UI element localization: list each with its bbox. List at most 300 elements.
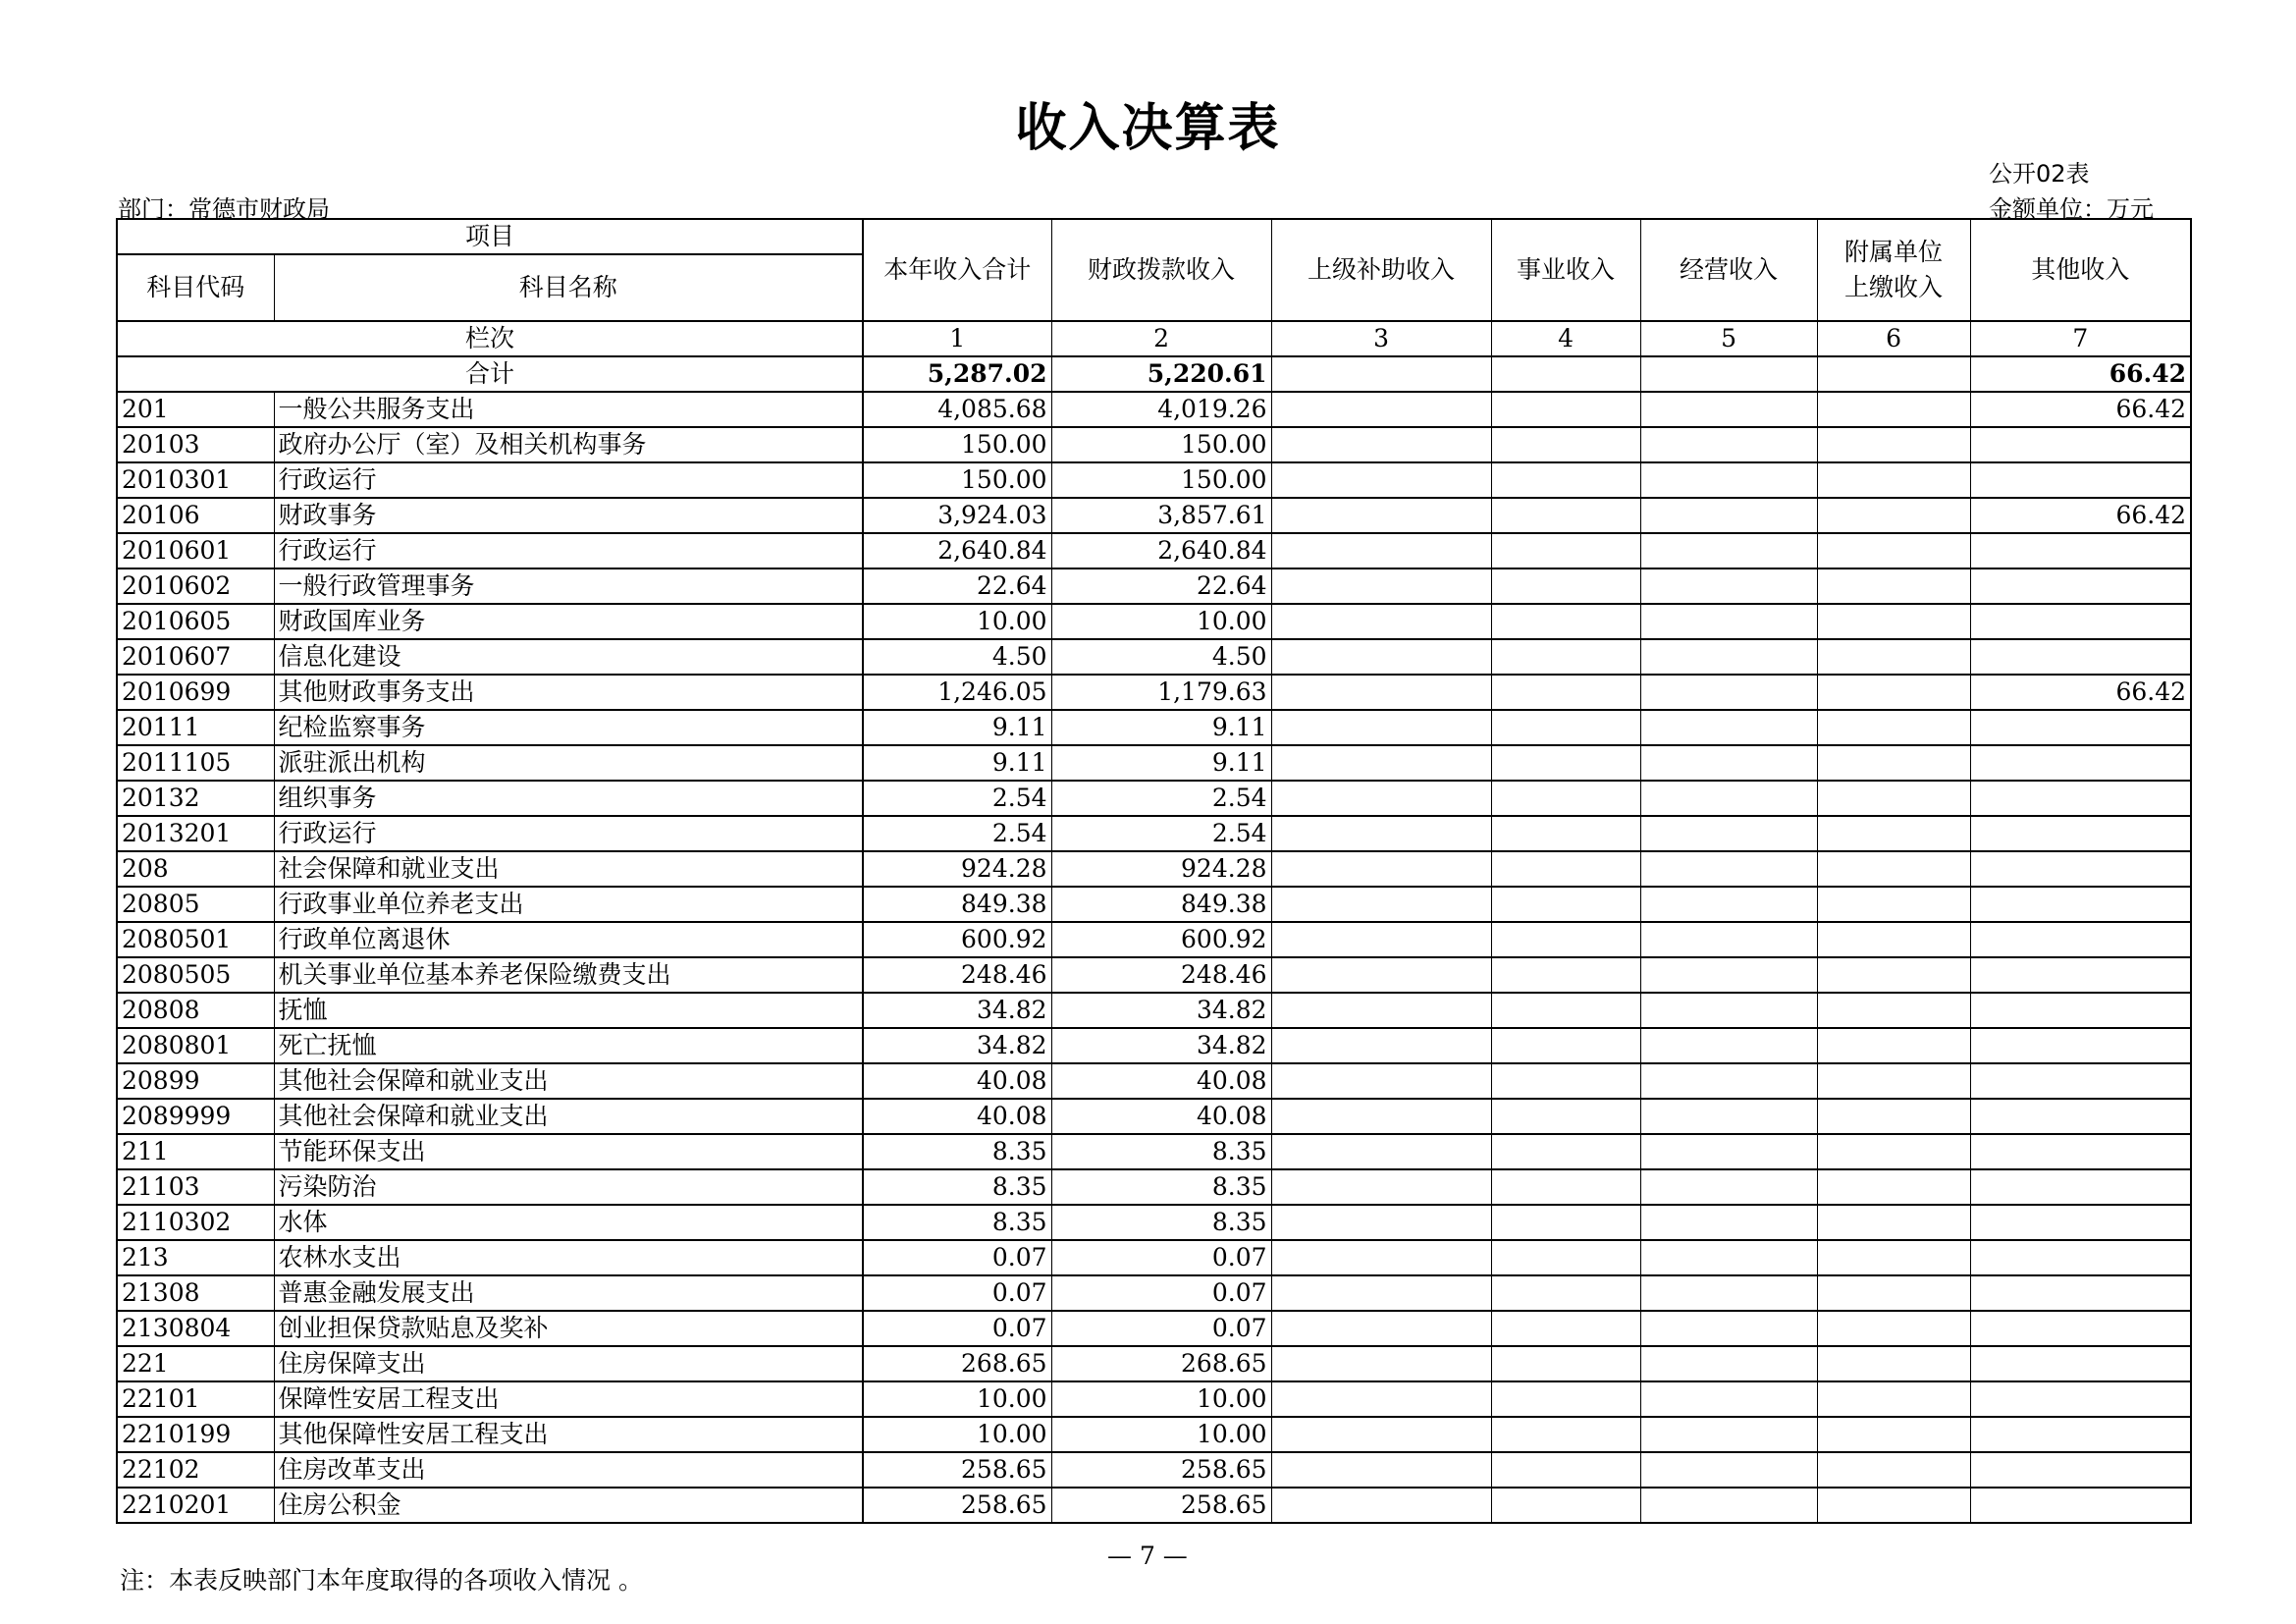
col2-header: 财政拨款收入 <box>1051 219 1271 321</box>
row-col4 <box>1491 1381 1640 1417</box>
row-col4 <box>1491 568 1640 604</box>
row-col3 <box>1271 427 1491 462</box>
row-col3 <box>1271 745 1491 781</box>
row-col5 <box>1640 922 1817 957</box>
row-col2: 258.65 <box>1051 1488 1271 1523</box>
index-6: 6 <box>1817 321 1970 356</box>
row-col5 <box>1640 1028 1817 1063</box>
row-col7 <box>1970 1275 2191 1311</box>
row-col1: 2.54 <box>863 816 1051 851</box>
row-col5 <box>1640 1063 1817 1099</box>
row-col3 <box>1271 1063 1491 1099</box>
row-col1: 2.54 <box>863 781 1051 816</box>
row-col1: 0.07 <box>863 1275 1051 1311</box>
row-name: 行政事业单位养老支出 <box>274 887 863 922</box>
row-name: 社会保障和就业支出 <box>274 851 863 887</box>
row-col6 <box>1817 533 1970 568</box>
row-name: 住房保障支出 <box>274 1346 863 1381</box>
row-col5 <box>1640 568 1817 604</box>
row-col6 <box>1817 462 1970 498</box>
row-code: 221 <box>117 1346 274 1381</box>
row-col7 <box>1970 533 2191 568</box>
total-label: 合计 <box>117 356 863 392</box>
row-col4 <box>1491 993 1640 1028</box>
table-row <box>117 392 2191 427</box>
row-col2: 849.38 <box>1051 887 1271 922</box>
row-col3 <box>1271 1488 1491 1523</box>
row-code: 22102 <box>117 1452 274 1488</box>
row-code: 21308 <box>117 1275 274 1311</box>
row-col2: 8.35 <box>1051 1205 1271 1240</box>
table-row <box>117 957 2191 993</box>
income-table <box>116 218 2192 1524</box>
row-col2: 8.35 <box>1051 1169 1271 1205</box>
row-col4 <box>1491 1488 1640 1523</box>
row-col1: 849.38 <box>863 887 1051 922</box>
row-col7 <box>1970 1063 2191 1099</box>
row-col4 <box>1491 1346 1640 1381</box>
row-col7: 66.42 <box>1970 392 2191 427</box>
row-col4 <box>1491 392 1640 427</box>
table-row <box>117 1417 2191 1452</box>
index-3: 3 <box>1271 321 1491 356</box>
project-header: 项目 <box>117 219 863 254</box>
index-7: 7 <box>1970 321 2191 356</box>
row-col7: 66.42 <box>1970 675 2191 710</box>
table-row <box>117 1134 2191 1169</box>
table-row <box>117 816 2191 851</box>
row-col3 <box>1271 781 1491 816</box>
form-code: 公开02表 <box>1989 160 2090 188</box>
row-code: 2080801 <box>117 1028 274 1063</box>
row-col1: 10.00 <box>863 1417 1051 1452</box>
row-col5 <box>1640 392 1817 427</box>
row-col2: 0.07 <box>1051 1240 1271 1275</box>
index-row <box>117 321 2191 356</box>
col6-header-line1: 附属单位 <box>1844 238 1944 266</box>
row-col6 <box>1817 710 1970 745</box>
total-col7: 66.42 <box>1970 356 2191 392</box>
row-col1: 150.00 <box>863 462 1051 498</box>
total-col3 <box>1271 356 1491 392</box>
row-code: 211 <box>117 1134 274 1169</box>
row-col7 <box>1970 1169 2191 1205</box>
col7-header: 其他收入 <box>1970 219 2191 321</box>
name-header: 科目名称 <box>274 254 863 321</box>
row-col5 <box>1640 533 1817 568</box>
row-col7 <box>1970 887 2191 922</box>
row-name: 节能环保支出 <box>274 1134 863 1169</box>
row-col1: 248.46 <box>863 957 1051 993</box>
row-col7 <box>1970 922 2191 957</box>
row-code: 2010601 <box>117 533 274 568</box>
row-col7 <box>1970 781 2191 816</box>
row-name: 其他财政事务支出 <box>274 675 863 710</box>
row-col1: 150.00 <box>863 427 1051 462</box>
table-row <box>117 710 2191 745</box>
row-col3 <box>1271 957 1491 993</box>
col5-header: 经营收入 <box>1640 219 1817 321</box>
row-col1: 258.65 <box>863 1452 1051 1488</box>
row-name: 行政运行 <box>274 816 863 851</box>
row-col2: 4.50 <box>1051 639 1271 675</box>
row-col1: 34.82 <box>863 993 1051 1028</box>
total-col1: 5,287.02 <box>863 356 1051 392</box>
row-col1: 40.08 <box>863 1063 1051 1099</box>
row-col7 <box>1970 1311 2191 1346</box>
row-col7 <box>1970 427 2191 462</box>
col3-header: 上级补助收入 <box>1271 219 1491 321</box>
row-col4 <box>1491 498 1640 533</box>
row-col3 <box>1271 392 1491 427</box>
row-col1: 2,640.84 <box>863 533 1051 568</box>
row-col2: 0.07 <box>1051 1275 1271 1311</box>
row-col1: 9.11 <box>863 745 1051 781</box>
row-col6 <box>1817 1346 1970 1381</box>
row-col1: 8.35 <box>863 1205 1051 1240</box>
row-name: 一般公共服务支出 <box>274 392 863 427</box>
table-row <box>117 1063 2191 1099</box>
row-name: 派驻派出机构 <box>274 745 863 781</box>
row-col6 <box>1817 1240 1970 1275</box>
row-col7 <box>1970 1134 2191 1169</box>
row-col1: 0.07 <box>863 1240 1051 1275</box>
row-col4 <box>1491 1134 1640 1169</box>
row-col1: 600.92 <box>863 922 1051 957</box>
col6-header <box>1817 219 1970 321</box>
row-col3 <box>1271 887 1491 922</box>
row-col4 <box>1491 1275 1640 1311</box>
row-col4 <box>1491 1417 1640 1452</box>
row-col6 <box>1817 1169 1970 1205</box>
row-col1: 0.07 <box>863 1311 1051 1346</box>
row-name: 组织事务 <box>274 781 863 816</box>
row-code: 2010605 <box>117 604 274 639</box>
row-col1: 9.11 <box>863 710 1051 745</box>
total-row <box>117 356 2191 392</box>
row-code: 2089999 <box>117 1099 274 1134</box>
row-col3 <box>1271 710 1491 745</box>
row-col5 <box>1640 639 1817 675</box>
row-col2: 4,019.26 <box>1051 392 1271 427</box>
table-row <box>117 462 2191 498</box>
row-col6 <box>1817 887 1970 922</box>
row-col7 <box>1970 993 2191 1028</box>
row-col1: 8.35 <box>863 1134 1051 1169</box>
table-row <box>117 1488 2191 1523</box>
row-col6 <box>1817 993 1970 1028</box>
row-col1: 4.50 <box>863 639 1051 675</box>
table-row <box>117 1205 2191 1240</box>
table-row <box>117 1311 2191 1346</box>
row-col3 <box>1271 1452 1491 1488</box>
row-col2: 3,857.61 <box>1051 498 1271 533</box>
row-col7 <box>1970 1028 2191 1063</box>
row-code: 20106 <box>117 498 274 533</box>
row-col3 <box>1271 1099 1491 1134</box>
row-code: 2010602 <box>117 568 274 604</box>
table-row <box>117 568 2191 604</box>
row-col7 <box>1970 1099 2191 1134</box>
lanci-label: 栏次 <box>117 321 863 356</box>
row-col7 <box>1970 957 2191 993</box>
row-code: 2013201 <box>117 816 274 851</box>
row-code: 20132 <box>117 781 274 816</box>
row-col5 <box>1640 887 1817 922</box>
row-col3 <box>1271 1417 1491 1452</box>
row-col4 <box>1491 887 1640 922</box>
row-col4 <box>1491 710 1640 745</box>
row-col6 <box>1817 675 1970 710</box>
row-col5 <box>1640 781 1817 816</box>
row-col2: 0.07 <box>1051 1311 1271 1346</box>
row-col2: 10.00 <box>1051 1381 1271 1417</box>
row-col3 <box>1271 1134 1491 1169</box>
row-col7 <box>1970 1488 2191 1523</box>
table-row <box>117 1240 2191 1275</box>
total-col5 <box>1640 356 1817 392</box>
row-col5 <box>1640 498 1817 533</box>
row-col2: 9.11 <box>1051 745 1271 781</box>
row-col3 <box>1271 1028 1491 1063</box>
col1-header: 本年收入合计 <box>863 219 1051 321</box>
page-title: 收入决算表 <box>1015 99 1281 158</box>
row-col1: 3,924.03 <box>863 498 1051 533</box>
row-col5 <box>1640 1488 1817 1523</box>
row-col4 <box>1491 462 1640 498</box>
row-col2: 268.65 <box>1051 1346 1271 1381</box>
table-row <box>117 745 2191 781</box>
index-1: 1 <box>863 321 1051 356</box>
row-col4 <box>1491 1311 1640 1346</box>
row-col1: 10.00 <box>863 1381 1051 1417</box>
row-col2: 600.92 <box>1051 922 1271 957</box>
row-col5 <box>1640 710 1817 745</box>
table-row <box>117 675 2191 710</box>
row-col5 <box>1640 1417 1817 1452</box>
table-row <box>117 533 2191 568</box>
row-col3 <box>1271 922 1491 957</box>
row-name: 财政事务 <box>274 498 863 533</box>
row-name: 抚恤 <box>274 993 863 1028</box>
unit-label: 金额单位：万元 <box>1989 195 2154 223</box>
row-col6 <box>1817 1311 1970 1346</box>
row-col3 <box>1271 675 1491 710</box>
row-col3 <box>1271 1381 1491 1417</box>
row-col7 <box>1970 851 2191 887</box>
row-col5 <box>1640 1381 1817 1417</box>
row-col5 <box>1640 1452 1817 1488</box>
row-col5 <box>1640 957 1817 993</box>
row-name: 住房改革支出 <box>274 1452 863 1488</box>
row-col6 <box>1817 1205 1970 1240</box>
row-col6 <box>1817 392 1970 427</box>
row-col3 <box>1271 993 1491 1028</box>
row-name: 保障性安居工程支出 <box>274 1381 863 1417</box>
row-col1: 924.28 <box>863 851 1051 887</box>
total-col2: 5,220.61 <box>1051 356 1271 392</box>
row-name: 其他保障性安居工程支出 <box>274 1417 863 1452</box>
row-col7 <box>1970 1205 2191 1240</box>
row-col3 <box>1271 851 1491 887</box>
table-row <box>117 851 2191 887</box>
row-col6 <box>1817 1028 1970 1063</box>
row-code: 213 <box>117 1240 274 1275</box>
row-col2: 22.64 <box>1051 568 1271 604</box>
row-col6 <box>1817 1063 1970 1099</box>
table-row <box>117 1452 2191 1488</box>
row-col6 <box>1817 427 1970 462</box>
row-col5 <box>1640 1134 1817 1169</box>
department-label: 部门：常德市财政局 <box>118 195 330 223</box>
row-col6 <box>1817 781 1970 816</box>
row-col5 <box>1640 675 1817 710</box>
index-5: 5 <box>1640 321 1817 356</box>
row-col6 <box>1817 1134 1970 1169</box>
row-name: 行政运行 <box>274 533 863 568</box>
row-name: 普惠金融发展支出 <box>274 1275 863 1311</box>
row-col5 <box>1640 1099 1817 1134</box>
row-col2: 1,179.63 <box>1051 675 1271 710</box>
row-col7 <box>1970 568 2191 604</box>
row-col2: 248.46 <box>1051 957 1271 993</box>
row-col5 <box>1640 1275 1817 1311</box>
row-col4 <box>1491 1452 1640 1488</box>
row-name: 污染防治 <box>274 1169 863 1205</box>
table-row <box>117 1099 2191 1134</box>
row-name: 行政单位离退休 <box>274 922 863 957</box>
row-col1: 8.35 <box>863 1169 1051 1205</box>
row-col5 <box>1640 851 1817 887</box>
row-code: 20808 <box>117 993 274 1028</box>
row-col3 <box>1271 1169 1491 1205</box>
total-col6 <box>1817 356 1970 392</box>
row-col2: 9.11 <box>1051 710 1271 745</box>
table-row <box>117 1169 2191 1205</box>
row-col7 <box>1970 816 2191 851</box>
row-col2: 34.82 <box>1051 993 1271 1028</box>
table-row <box>117 639 2191 675</box>
row-name: 创业担保贷款贴息及奖补 <box>274 1311 863 1346</box>
row-col6 <box>1817 604 1970 639</box>
row-col6 <box>1817 745 1970 781</box>
row-col3 <box>1271 498 1491 533</box>
row-col7 <box>1970 639 2191 675</box>
row-name: 机关事业单位基本养老保险缴费支出 <box>274 957 863 993</box>
row-col4 <box>1491 745 1640 781</box>
row-col4 <box>1491 604 1640 639</box>
row-code: 22101 <box>117 1381 274 1417</box>
row-col1: 258.65 <box>863 1488 1051 1523</box>
table-row <box>117 427 2191 462</box>
row-col7 <box>1970 462 2191 498</box>
row-col7 <box>1970 1452 2191 1488</box>
row-col5 <box>1640 745 1817 781</box>
row-col5 <box>1640 427 1817 462</box>
table-row <box>117 498 2191 533</box>
row-code: 2210199 <box>117 1417 274 1452</box>
row-col6 <box>1817 639 1970 675</box>
row-name: 纪检监察事务 <box>274 710 863 745</box>
row-name: 死亡抚恤 <box>274 1028 863 1063</box>
row-code: 2110302 <box>117 1205 274 1240</box>
row-col6 <box>1817 816 1970 851</box>
row-col2: 150.00 <box>1051 462 1271 498</box>
index-4: 4 <box>1491 321 1640 356</box>
row-name: 住房公积金 <box>274 1488 863 1523</box>
row-col5 <box>1640 1240 1817 1275</box>
row-col3 <box>1271 568 1491 604</box>
row-col2: 924.28 <box>1051 851 1271 887</box>
row-code: 20899 <box>117 1063 274 1099</box>
row-col4 <box>1491 781 1640 816</box>
row-name: 财政国库业务 <box>274 604 863 639</box>
row-col6 <box>1817 1275 1970 1311</box>
row-col4 <box>1491 922 1640 957</box>
row-col6 <box>1817 1488 1970 1523</box>
row-code: 2010301 <box>117 462 274 498</box>
table-row <box>117 1028 2191 1063</box>
row-col4 <box>1491 675 1640 710</box>
row-col2: 34.82 <box>1051 1028 1271 1063</box>
row-code: 20103 <box>117 427 274 462</box>
row-code: 2080505 <box>117 957 274 993</box>
row-name: 其他社会保障和就业支出 <box>274 1099 863 1134</box>
row-code: 2010607 <box>117 639 274 675</box>
row-col3 <box>1271 816 1491 851</box>
row-col6 <box>1817 957 1970 993</box>
row-col1: 1,246.05 <box>863 675 1051 710</box>
row-col2: 150.00 <box>1051 427 1271 462</box>
row-col7: 66.42 <box>1970 498 2191 533</box>
row-col6 <box>1817 1099 1970 1134</box>
row-col7 <box>1970 1417 2191 1452</box>
row-col7 <box>1970 604 2191 639</box>
row-col2: 40.08 <box>1051 1099 1271 1134</box>
row-col3 <box>1271 1311 1491 1346</box>
row-col2: 8.35 <box>1051 1134 1271 1169</box>
table-row <box>117 1346 2191 1381</box>
row-col4 <box>1491 1099 1640 1134</box>
row-col3 <box>1271 462 1491 498</box>
table-row <box>117 993 2191 1028</box>
row-col3 <box>1271 639 1491 675</box>
row-col3 <box>1271 604 1491 639</box>
row-col2: 258.65 <box>1051 1452 1271 1488</box>
page-number: — 7 — <box>1107 1542 1188 1570</box>
row-code: 20111 <box>117 710 274 745</box>
row-col4 <box>1491 533 1640 568</box>
index-2: 2 <box>1051 321 1271 356</box>
row-col7 <box>1970 1381 2191 1417</box>
row-col6 <box>1817 851 1970 887</box>
row-code: 2130804 <box>117 1311 274 1346</box>
row-col4 <box>1491 1240 1640 1275</box>
row-col4 <box>1491 1169 1640 1205</box>
row-col4 <box>1491 639 1640 675</box>
row-col3 <box>1271 1346 1491 1381</box>
footnote: 注：本表反映部门本年度取得的各项收入情况 。 <box>120 1566 643 1595</box>
row-name: 农林水支出 <box>274 1240 863 1275</box>
row-col5 <box>1640 604 1817 639</box>
row-col2: 2,640.84 <box>1051 533 1271 568</box>
row-col4 <box>1491 957 1640 993</box>
row-name: 信息化建设 <box>274 639 863 675</box>
row-col4 <box>1491 1205 1640 1240</box>
table-row <box>117 604 2191 639</box>
row-col1: 10.00 <box>863 604 1051 639</box>
row-col2: 10.00 <box>1051 604 1271 639</box>
